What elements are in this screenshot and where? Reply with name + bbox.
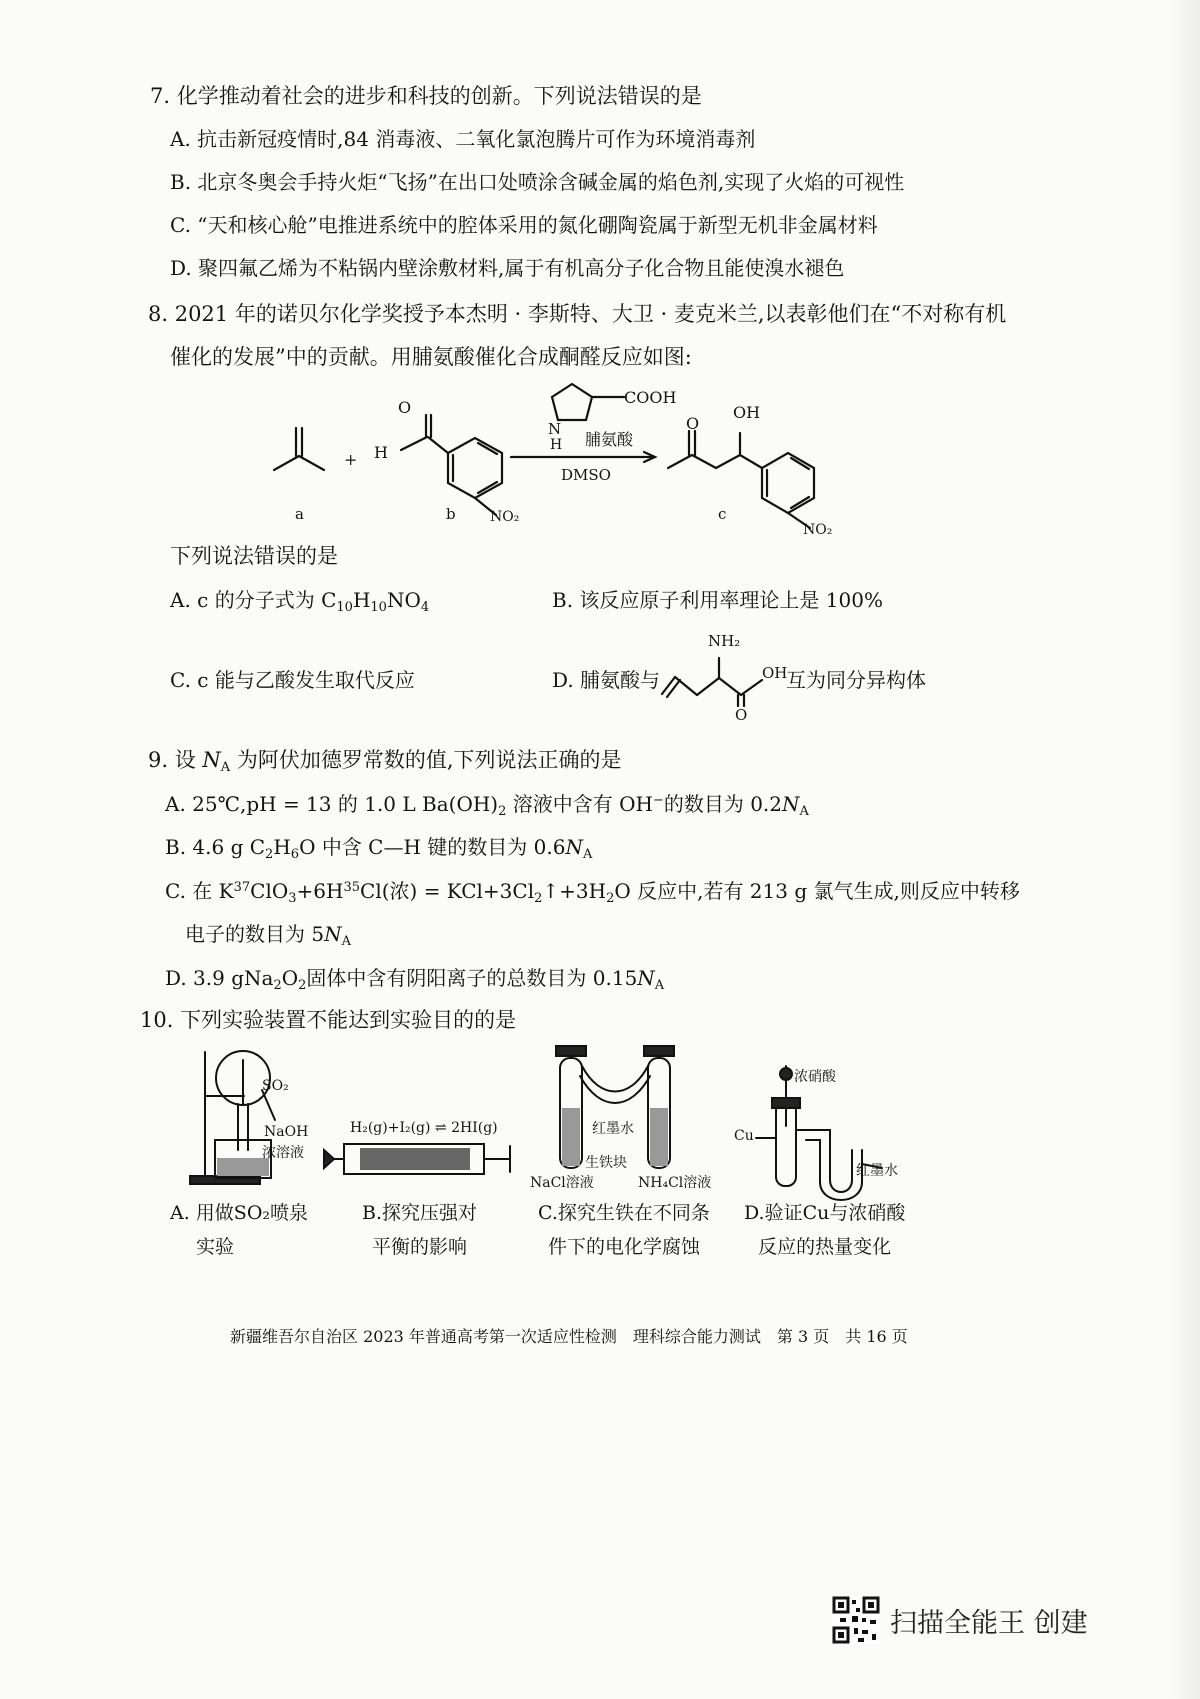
caption-b xyxy=(362,1196,477,1264)
q9-d-na-sub: A xyxy=(654,978,665,993)
q8-a-prefix: A. c 的分子式为 C xyxy=(170,588,337,612)
q9-a-sup: − xyxy=(652,793,664,808)
q8-option-b: B. 该反应原子利用率理论上是 100% xyxy=(552,588,883,612)
q8-a-rest: NO xyxy=(386,588,421,612)
aldehyde-h-label: H xyxy=(374,443,388,462)
a-naoh-label: NaOH xyxy=(264,1124,309,1140)
d-acid-label: 浓硝酸 xyxy=(794,1069,836,1085)
c-ink-label: 红墨水 xyxy=(592,1121,634,1137)
q7-stem: 7. 化学推动着社会的进步和科技的创新。下列说法错误的是 xyxy=(150,84,702,108)
q9-c-sup37: 37 xyxy=(233,880,251,895)
caption-a-line1: A. 用做SO₂喷泉 xyxy=(170,1202,309,1224)
q8-a-sub1: 10 xyxy=(336,600,353,615)
q8-a-sub3: 4 xyxy=(420,600,430,615)
q8-a-sub2: 10 xyxy=(370,600,387,615)
q9-c-5: ↑+3H xyxy=(542,879,607,903)
q9-b-na: N xyxy=(565,835,583,859)
q8-stem-line2: 催化的发展”中的贡献。用脯氨酸催化合成酮醛反应如图: xyxy=(170,345,692,369)
q9-na: N xyxy=(202,748,221,772)
q9-c-line2: 电子的数目为 5 xyxy=(185,922,325,946)
no2-label-c: NO₂ xyxy=(803,522,833,538)
page-footer: 新疆维吾尔自治区 2023 年普通高考第一次适应性检测 理科综合能力测试 第 3 页 共 16 页 xyxy=(230,1327,908,1346)
q9-b-h: H xyxy=(273,835,291,859)
a-so2-label: SO₂ xyxy=(262,1078,289,1094)
q9-d-na: N xyxy=(637,966,655,990)
q9-a-2: 溶液中含有 OH xyxy=(506,792,653,816)
q9-a-1: A. 25℃,pH = 13 的 1.0 L Ba(OH) xyxy=(165,792,499,816)
q8-a-h: H xyxy=(352,588,371,612)
q9-c-4: Cl(浓) = KCl+3Cl xyxy=(360,879,535,903)
q8-ask: 下列说法错误的是 xyxy=(170,544,338,568)
q9-b-sub2: 6 xyxy=(290,847,300,862)
q9-c-2: ClO xyxy=(250,879,289,903)
aldehyde-o-label: O xyxy=(398,398,412,417)
q9-stem-a: 9. 设 xyxy=(148,748,203,772)
q9-c-sup35: 35 xyxy=(343,880,361,895)
q9-a-na-sub: A xyxy=(799,804,809,819)
q8-option-c: C. c 能与乙酸发生取代反应 xyxy=(170,668,415,692)
proline-n-label: N xyxy=(548,420,562,438)
no2-label-b: NO₂ xyxy=(490,509,520,525)
label-a: a xyxy=(295,505,304,523)
proline-h-label: H xyxy=(550,437,563,453)
caption-c-line2: 件下的电化学腐蚀 xyxy=(547,1236,700,1258)
caption-d-line1: D.验证Cu与浓硝酸 xyxy=(744,1202,906,1224)
q9-b-sub1: 2 xyxy=(265,847,274,862)
q9-na-sub: A xyxy=(220,760,231,775)
q9-c-s2: 2 xyxy=(534,891,543,906)
q8-option-d-prefix: D. 脯氨酸与 xyxy=(552,668,661,692)
q9-c-na: N xyxy=(324,922,342,946)
caption-a xyxy=(170,1196,308,1264)
q9-c-s22: 2 xyxy=(606,891,615,906)
caption-c-line1: C.探究生铁在不同条 xyxy=(538,1202,710,1224)
q8-option-d-suffix: 互为同分异构体 xyxy=(786,668,926,692)
oh-label: OH xyxy=(733,403,761,422)
q8-d-o: O xyxy=(735,706,748,724)
q9-b-1: B. 4.6 g C xyxy=(165,835,266,859)
d-cu-label: Cu xyxy=(734,1128,754,1144)
q7-option-b: B. 北京冬奥会手持火炬“飞扬”在出口处喷涂含碱金属的焰色剂,实现了火焰的可视性 xyxy=(170,170,905,194)
q9-d-o: O xyxy=(281,966,299,990)
q9-b-2: O 中含 C—H 键的数目为 0.6 xyxy=(299,835,566,859)
proline-cooh-label: COOH xyxy=(624,388,677,407)
caption-a-line2: 实验 xyxy=(196,1236,235,1258)
caption-d-line2: 反应的热量变化 xyxy=(758,1236,892,1258)
q9-c-1: C. 在 K xyxy=(165,879,234,903)
q10-stem: 10. 下列实验装置不能达到实验目的的是 xyxy=(140,1008,517,1032)
caption-b-line2: 平衡的影响 xyxy=(372,1236,468,1258)
label-b: b xyxy=(446,505,456,523)
a-naoh-conc-label: 浓溶液 xyxy=(262,1145,304,1161)
d-ink-label: 红墨水 xyxy=(856,1163,898,1179)
q9-c-na-sub: A xyxy=(341,934,351,949)
q9-a-na: N xyxy=(782,792,800,816)
q7-option-a: A. 抗击新冠疫情时,84 消毒液、二氧化氯泡腾片可作为环境消毒剂 xyxy=(170,127,756,151)
c-nh4cl-label: NH₄Cl溶液 xyxy=(638,1175,712,1191)
label-c: c xyxy=(718,505,727,523)
q9-d-2: 固体中含有阴阳离子的总数目为 0.15 xyxy=(306,966,638,990)
q8-stem-line1: 8. 2021 年的诺贝尔化学奖授予本杰明 · 李斯特、大卫 · 麦克米兰,以表彰他们在“不对称有机 xyxy=(148,302,1007,326)
ketone-o-label: O xyxy=(686,414,700,433)
q9-d-s1: 2 xyxy=(273,978,282,993)
q9-c-3: +6H xyxy=(296,879,344,903)
c-nacl-label: NaCl溶液 xyxy=(530,1175,594,1191)
b-equation: H₂(g)+I₂(g) ⇌ 2HI(g) xyxy=(350,1120,498,1136)
catalyst-name: 脯氨酸 xyxy=(585,430,634,449)
q9-b-na-sub: A xyxy=(582,847,593,862)
q9-c-6: O 反应中,若有 213 g 氯气生成,则反应中转移 xyxy=(614,879,1020,903)
q8-d-nh2: NH₂ xyxy=(708,632,741,650)
q9-d-1: D. 3.9 gNa xyxy=(165,966,274,990)
q9-d-s2: 2 xyxy=(298,978,307,993)
q9-stem-b: 为阿伏加德罗常数的值,下列说法正确的是 xyxy=(230,748,622,772)
scanner-watermark: 扫描全能王 创建 xyxy=(890,1608,1088,1639)
q8-d-oh: OH xyxy=(762,664,788,682)
q9-a-sub: 2 xyxy=(498,804,507,819)
plus-sign: + xyxy=(344,450,358,469)
q9-c-s3: 3 xyxy=(288,891,297,906)
caption-b-line1: B.探究压强对 xyxy=(362,1202,478,1224)
q7-option-d: D. 聚四氟乙烯为不粘锅内壁涂敷材料,属于有机高分子化合物且能使溴水褪色 xyxy=(170,256,845,280)
c-iron-label: 生铁块 xyxy=(585,1155,627,1171)
q7-option-c: C. “天和核心舱”电推进系统中的腔体采用的氮化硼陶瓷属于新型无机非金属材料 xyxy=(170,213,878,237)
caption-d xyxy=(744,1196,905,1264)
solvent-label: DMSO xyxy=(561,466,611,484)
q9-a-3: 的数目为 0.2 xyxy=(663,792,783,816)
qr-code-icon xyxy=(832,1596,880,1644)
caption-c xyxy=(538,1196,710,1264)
